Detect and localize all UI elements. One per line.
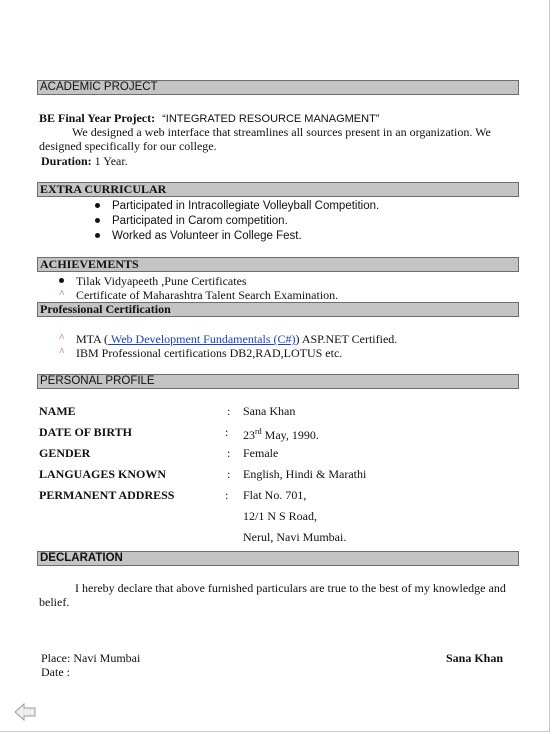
list-item	[59, 332, 397, 346]
place-value: Navi Mumbai	[73, 651, 141, 665]
list-item	[59, 346, 342, 360]
address-line3: Nerul, Navi Mumbai.	[243, 530, 347, 544]
arrow-bullet-icon: ˄	[59, 288, 65, 299]
colon: :	[225, 488, 229, 502]
certification-text: ) ASP.NET Certified.	[295, 332, 398, 346]
place-line	[41, 651, 140, 665]
declaration-line1: I hereby declare that above furnished particulars are true to the best of my knowledge and	[75, 581, 506, 595]
declaration-line2: belief.	[39, 595, 70, 609]
project-line	[39, 111, 379, 126]
certification-text: MTA (	[76, 332, 109, 346]
personal-profile-heading: PERSONAL PROFILE	[37, 374, 519, 389]
list-item-text: Worked as Volunteer in College Fest.	[112, 230, 302, 242]
list-item	[59, 288, 338, 302]
name-value: Sana Khan	[243, 404, 296, 418]
date-label: Date :	[41, 665, 70, 679]
colon: :	[227, 404, 231, 418]
dob-value	[243, 425, 319, 442]
gender-label: GENDER	[39, 446, 91, 460]
arrow-bullet-icon: ˄	[59, 332, 65, 343]
academic-project-heading: ACADEMIC PROJECT	[37, 80, 519, 95]
name-label: NAME	[39, 404, 76, 418]
list-item-text: Participated in Intracollegiate Volleyball Competition.	[112, 200, 380, 212]
duration-label: Duration:	[41, 154, 92, 168]
languages-value: English, Hindi & Marathi	[243, 467, 367, 481]
dob-label: DATE OF BIRTH	[39, 425, 132, 439]
project-description-line1: We designed a web interface that streamlines all sources present in an organization. We	[72, 125, 491, 139]
list-item	[95, 214, 288, 228]
place-label: Place:	[41, 651, 71, 665]
list-item	[95, 229, 302, 243]
gender-value: Female	[243, 446, 279, 460]
colon: :	[225, 425, 229, 439]
list-item	[95, 199, 379, 213]
address-line2: 12/1 N S Road,	[243, 509, 318, 523]
list-item-text: Participated in Carom competition.	[112, 215, 288, 227]
colon: :	[227, 446, 231, 460]
address-line1: Flat No. 701,	[243, 488, 307, 502]
bullet-dot	[95, 233, 100, 238]
arrow-bullet-icon: ˄	[59, 346, 65, 357]
achievements-heading: ACHIEVEMENTS	[37, 257, 519, 272]
bullet-dot	[59, 278, 64, 283]
bullet-dot	[95, 203, 100, 208]
project-label: BE Final Year Project:	[39, 111, 156, 125]
extra-curricular-heading: EXTRA CURRICULAR	[37, 182, 519, 197]
signature-name: Sana Khan	[446, 651, 504, 665]
languages-label: LANGUAGES KNOWN	[39, 467, 167, 481]
professional-certification-heading: Professional Certification	[37, 302, 519, 317]
list-item-text: Tilak Vidyapeeth ,Pune Certificates	[76, 274, 247, 288]
left-arrow-icon[interactable]	[14, 703, 36, 721]
dob-suffix: rd	[255, 427, 262, 436]
dob-day: 23	[243, 428, 255, 442]
address-label: PERMANENT ADDRESS	[39, 488, 175, 502]
list-item-text: IBM Professional certifications DB2,RAD,LOTUS etc.	[76, 346, 343, 360]
certification-link[interactable]: Web Development Fundamentals (C#)	[108, 332, 296, 346]
dob-month-year: May, 1990.	[261, 428, 319, 442]
duration-value: 1 Year.	[94, 154, 128, 168]
project-description-line2: designed specifically for our college.	[39, 139, 217, 153]
project-title: “INTEGRATED RESOURCE MANAGMENT”	[162, 113, 380, 125]
bullet-dot	[95, 218, 100, 223]
colon: :	[227, 467, 231, 481]
duration-line	[41, 154, 128, 168]
declaration-heading: DECLARATION	[37, 551, 519, 566]
list-item-text: Certificate of Maharashtra Talent Search Examination.	[76, 288, 339, 302]
list-item	[59, 274, 247, 288]
